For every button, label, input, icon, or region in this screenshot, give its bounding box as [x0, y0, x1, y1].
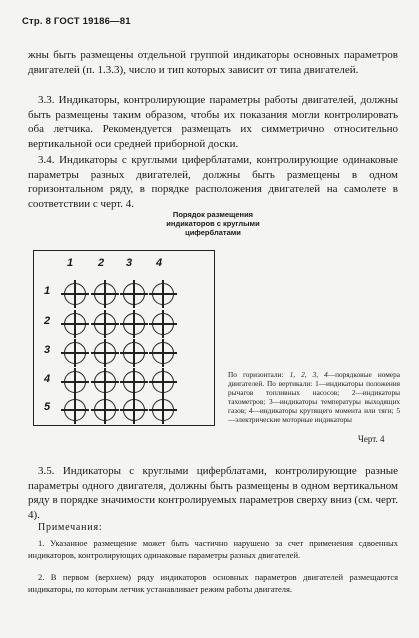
paragraph-3-4: 3.4. Индикаторы с круглыми циферблатами, контролирующие одинаковые параметры разных двигателей, должны быть размещены в одном горизонтальном ряду, в порядке расположения двигателей на самолете в соответствии с черт. 4.: [28, 154, 398, 210]
dial-indicator-icon: [94, 342, 116, 364]
dial-indicator-icon: [94, 371, 116, 393]
legend-column-numbers: 1, 2, 3, 4: [289, 370, 328, 379]
notes-heading: Примечания:: [38, 522, 103, 533]
column-number: 2: [98, 257, 105, 269]
page-header: Стр. 8 ГОСТ 19186—81: [22, 16, 131, 27]
dial-indicator-icon: [152, 342, 174, 364]
legend-prefix: По горизонтали:: [228, 370, 290, 379]
dial-indicator-icon: [123, 283, 145, 305]
dial-indicator-icon: [123, 371, 145, 393]
row-number: 3: [44, 344, 51, 356]
dial-indicator-icon: [123, 342, 145, 364]
paragraph-3-3: 3.3. Индикаторы, контролирующие параметры работы двигателей, должны быть размещены таким образом, чтобы их показания могли контролировать оба летчика. Рекомендуется размещать их симметрично относительно вертикальной оси средней приборной доски.: [28, 94, 398, 150]
legend-body: —порядковые номера двигателей. По вертикали: 1—индикаторы положения рычагов топливных насосов; 2—индикаторы тахометров; 3—индикаторы температуры выходящих газов; 4—индикаторы крутящего момента или тяги; 5—электрические моторные индикаторы: [228, 370, 400, 425]
column-number: 4: [156, 257, 163, 269]
row-number: 2: [44, 315, 51, 327]
figure-legend: [228, 370, 400, 425]
dial-indicator-icon: [152, 371, 174, 393]
column-number: 1: [67, 257, 74, 269]
dial-indicator-icon: [123, 313, 145, 335]
dial-indicator-icon: [152, 283, 174, 305]
dial-indicator-icon: [64, 399, 86, 421]
note-1: 1. Указанное размещение может быть частично нарушено за счет применения сдвоенных индикаторов, контролирующих одинаковые параметры разных двигателей.: [28, 538, 398, 560]
dial-indicator-icon: [64, 342, 86, 364]
dial-indicator-icon: [152, 313, 174, 335]
dial-indicator-icon: [64, 313, 86, 335]
paragraph-continuation: жны быть размещены отдельной группой индикаторы основных параметров двигателей (п. 1.3.3), число и тип которых зависит от типа двигателей.: [28, 49, 398, 76]
note-2: 2. В первом (верхнем) ряду индикаторов основных параметров двигателей размещаются индикаторы, по которым летчик устанавливает режим работы двигателя.: [28, 572, 398, 594]
figure-caption: Черт. 4: [358, 434, 385, 444]
dial-indicator-icon: [123, 399, 145, 421]
dial-indicator-icon: [152, 399, 174, 421]
figure-title: Порядок размещения индикаторов с круглыми циферблатами: [166, 210, 260, 238]
dial-indicator-icon: [94, 313, 116, 335]
indicator-layout-diagram: [33, 250, 215, 426]
dial-indicator-icon: [94, 283, 116, 305]
row-number: 4: [44, 373, 51, 385]
dial-indicator-icon: [64, 371, 86, 393]
dial-indicator-icon: [64, 283, 86, 305]
column-number: 3: [126, 257, 133, 269]
row-number: 5: [44, 401, 51, 413]
paragraph-3-5: 3.5. Индикаторы с круглыми циферблатами, контролирующие разные параметры одного двигателя, должны быть размещены в одном вертикальном ряду в порядке значимости контролируемых параметров сверху вниз (см. черт. 4).: [28, 465, 398, 521]
dial-indicator-icon: [94, 399, 116, 421]
row-number: 1: [44, 285, 51, 297]
